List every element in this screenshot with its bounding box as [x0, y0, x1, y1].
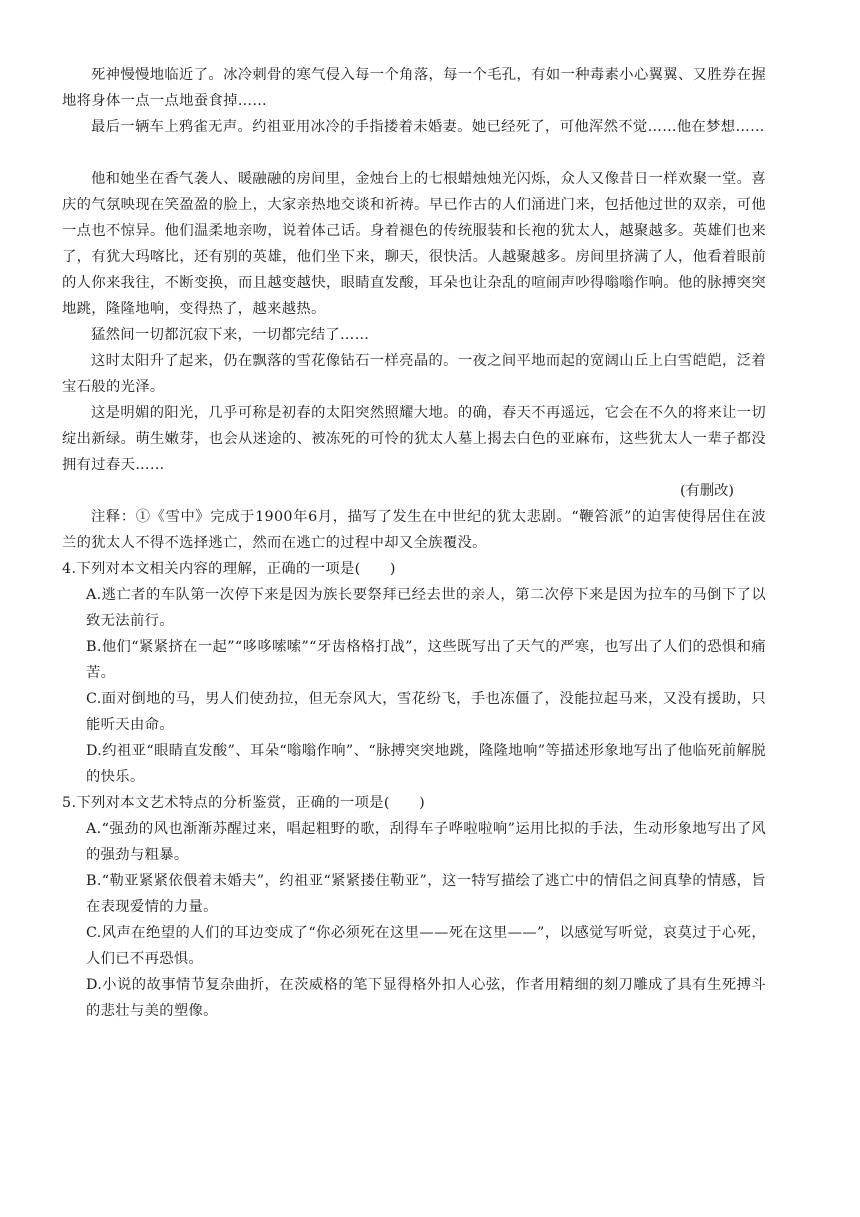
question-5-option-b: B.“勒亚紧紧依偎着未婚夫”，约祖亚“紧紧搂住勒亚”，这一特写描绘了逃亡中的情侣之间真挚的情感，旨在表现爱情的力量。 — [86, 873, 766, 915]
question-5-option-d: D.小说的故事情节复杂曲折，在茨威格的笔下显得格外扣人心弦，作者用精细的刻刀雕成了具有生死搏斗的悲壮与美的塑像。 — [86, 977, 766, 1019]
passage-paragraph: 最后一辆车上鸦雀无声。约祖亚用冰冷的手指搂着未婚妻。她已经死了，可他浑然不觉……他在梦想…… — [91, 119, 765, 135]
edit-note: (有删改) — [679, 483, 734, 499]
passage-paragraph: 这是明媚的阳光，几乎可称是初春的太阳突然照耀大地。的确，春天不再遥远，它会在不久的将来让一切绽出新绿。萌生嫩芽，也会从迷途的、被冻死的可怜的犹太人墓上揭去白色的亚麻布，这些犹太人一辈子都没拥有过春天…… — [62, 405, 766, 473]
question-4-stem: 4.下列对本文相关内容的理解，正确的一项是( ) — [62, 561, 396, 577]
question-4-option-c: C.面对倒地的马，男人们使劲拉，但无奈风大，雪花纷飞，手也冻僵了，没能拉起马来，又没有援助，只能听天由命。 — [86, 691, 766, 733]
footnote: 注释：①《雪中》完成于1900年6月，描写了发生在中世纪的犹太悲剧。“鞭笞派”的迫害使得居住在波兰的犹太人不得不选择逃亡，然而在逃亡的过程中却又全族覆没。 — [62, 509, 766, 551]
question-4-option-d: D.约祖亚“眼睛直发酸”、耳朵“嗡嗡作响”、“脉搏突突地跳，隆隆地响”等描述形象地写出了他临死前解脱的快乐。 — [86, 743, 766, 785]
question-5-stem: 5.下列对本文艺术特点的分析鉴赏，正确的一项是( ) — [62, 795, 426, 811]
passage-paragraph: 这时太阳升了起来，仍在飘落的雪花像钻石一样亮晶的。一夜之间平地而起的宽阔山丘上白雪皑皑，泛着宝石般的光泽。 — [62, 353, 766, 395]
question-4-option-b: B.他们“紧紧挤在一起”“哆哆嗦嗦”“牙齿格格打战”，这些既写出了天气的严寒，也写出了人们的恐惧和痛苦。 — [86, 639, 766, 681]
question-5-option-c: C.风声在绝望的人们的耳边变成了“你必须死在这里——死在这里——”，以感觉写听觉，哀莫过于心死，人们已不再恐惧。 — [86, 925, 766, 967]
question-4-option-a: A.逃亡者的车队第一次停下来是因为族长要祭拜已经去世的亲人，第二次停下来是因为拉车的马倒下了以致无法前行。 — [86, 587, 766, 629]
passage-paragraph: 死神慢慢地临近了。冰冷刺骨的寒气侵入每一个角落，每一个毛孔，有如一种毒素小心翼翼、又胜券在握地将身体一点一点地蚕食掉…… — [62, 67, 766, 109]
passage-paragraph: 他和她坐在香气袭人、暖融融的房间里，金烛台上的七根蜡烛烛光闪烁，众人又像昔日一样欢聚一堂。喜庆的气氛映现在笑盈盈的脸上，大家亲热地交谈和祈祷。早已作古的人们涌进门来，包括他过世的双亲，可他一点也不惊异。他们温柔地亲吻，说着体己话。身着褪色的传统服装和长袍的犹太人，越聚越多。英雄们也来了，有犹大玛喀比，还有别的英雄，他们坐下来，聊天，很快活。人越聚越多。房间里挤满了人，他看着眼前的人你来我往，不断变换，而且越变越快，眼睛直发酸，耳朵也让杂乱的喧闹声吵得嗡嗡作响。他的脉搏突突地跳，隆隆地响，变得热了，越来越热。 — [62, 171, 766, 317]
passage-paragraph: 猛然间一切都沉寂下来，一切都完结了…… — [91, 327, 370, 343]
question-5-option-a: A.“强劲的风也渐渐苏醒过来，唱起粗野的歌，刮得车子哗啦啦响”运用比拟的手法，生动形象地写出了风的强劲与粗暴。 — [86, 821, 766, 863]
